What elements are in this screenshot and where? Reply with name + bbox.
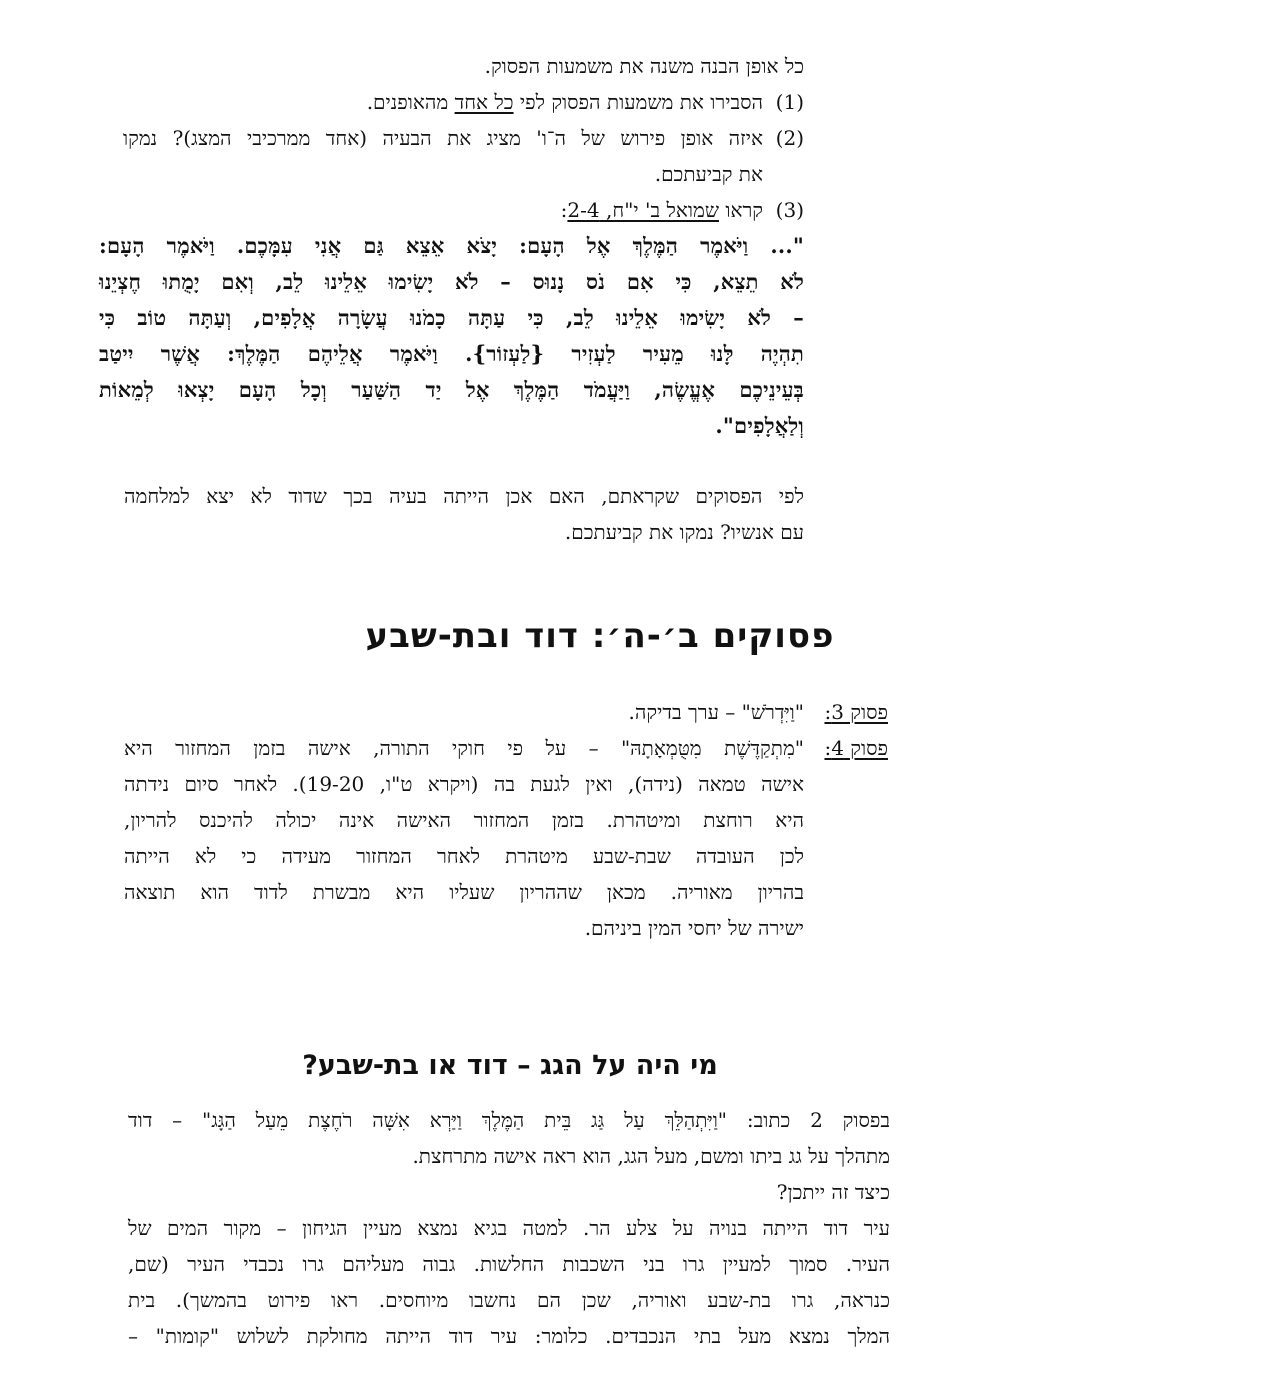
question-1-text: הסבירו את משמעות הפסוק לפי כל אחד מהאופנים. [366, 90, 763, 114]
verse-3-note: "וַיִּדְרֹשׁ" – ערך בדיקה. [628, 700, 804, 724]
body-line-1: בפסוק 2 כתוב: "וַיִּתְהַלֵּךְ עַל גַּג בֵּית הַמֶּלֶךְ וַיַּרְא אִשָּׁה רֹחֶצֶת מֵעַל הַגָּג" – דוד [128, 1108, 890, 1132]
section-heading-verses: פסוקים ב׳-ה׳: דוד ובת-שבע [365, 616, 835, 656]
quote-line-5: בְּעֵינֵיכֶם אֶעֱשֶׂה, וַיַּעֲמֹד הַמֶּלֶךְ אֶל יַד הַשַּׁעַר וְכָל הָעָם יָצְאוּ לְמֵאוֹת [99, 377, 804, 402]
section-heading-roof: מי היה על הגג – דוד או בת-שבע? [302, 1050, 718, 1081]
body-line-4: עיר דוד הייתה בנויה על צלע הר. למטה בגיא נמצא מעיין הגיחון – מקור המים של [128, 1216, 890, 1240]
question-3-text: קראו שמואל ב' י"ח, 2-4: [560, 198, 763, 222]
quote-line-1: "... וַיֹּאמֶר הַמֶּלֶךְ אֶל הָעָם: יָצֹא אֵצֵא גַּם אֲנִי עִמָּכֶם. וַיֹּאמֶר הָעָם: [99, 233, 804, 258]
question-2-line-1: איזה אופן פירוש של ה־ו' מציג את הבעיה (אחד ממרכיבי המצג)? נמקו [123, 126, 763, 150]
verse-4-line-6: ישירה של יחסי המין ביניהם. [584, 916, 804, 940]
verse-4-line-2: אישה טמאה (נידה), ואין לגעת בה (ויקרא ט"ו, 19-20). לאחר סיום נידתה [124, 772, 804, 796]
verse-4-line-3: היא רוחצת ומיטהרת. בזמן המחזור האישה אינה יכולה להיכנס להריון, [124, 808, 804, 832]
question-1-emphasis: כל אחד [454, 90, 514, 114]
verse-4-label: פסוק 4: [824, 736, 888, 760]
followup-line-2: עם אנשיו? נמקו את קביעתכם. [564, 520, 804, 544]
verse-3-label: פסוק 3: [824, 700, 888, 724]
verse-4-line-4: לכן העובדה שבת-שבע מיטהרת לאחר המחזור מעידה כי לא הייתה [124, 844, 804, 868]
question-3-number: (3) [775, 198, 804, 222]
body-line-7: המלך נמצא מעל בתי הנכבדים. כלומר: עיר דוד הייתה מחולקת לשלוש "קומות" – [128, 1324, 890, 1348]
verse-4-line-5: בהריון מאוריה. מכאן שההריון שעליו היא מבשרת לדוד הוא תוצאה [124, 880, 804, 904]
quote-line-3: – לֹא יָשִׂימוּ אֵלֵינוּ לֵב, כִּי עַתָּה כָמֹנוּ עֲשָׂרָה אֲלָפִים, וְעַתָּה טוֹב כִּי [99, 305, 804, 330]
quote-line-4: תִהְיֶה לָּנוּ מֵעִיר לַעְזִיר {לַעְזוֹר}. וַיֹּאמֶר אֲלֵיהֶם הַמֶּלֶךְ: אֲשֶׁר יִיטַב [99, 341, 804, 366]
question-2-number: (2) [775, 126, 804, 150]
question-3-reference: שמואל ב' י"ח, 2-4 [567, 198, 719, 222]
quote-line-6: וְלַאֲלָפִים". [715, 413, 804, 438]
body-line-3: כיצד זה ייתכן? [776, 1180, 890, 1204]
question-2-line-2: את קביעתכם. [654, 162, 763, 186]
verse-4-line-1: "מִתְקַדֶּשֶׁת מִטֻּמְאָתָהּ" – על פי חוקי התורה, אישה בזמן המחזור היא [124, 736, 804, 760]
quote-line-2: לֹא תֵצֵא, כִּי אִם נֹס נָנוּס – לֹא יָשִׂימוּ אֵלֵינוּ לֵב, וְאִם יָמֻתוּ חֶצְיֵנוּ [99, 269, 804, 294]
question-1-number: (1) [775, 90, 804, 114]
body-line-5: העיר. סמוך למעיין גרו בני השכבות החלשות. גבוה מעליהם גרו נכבדי העיר (שם, [128, 1252, 890, 1276]
followup-line-1: לפי הפסוקים שקראתם, האם אכן הייתה בעיה בכך שדוד לא יצא למלחמה [124, 484, 804, 508]
body-line-2: מתהלך על גג ביתו ומשם, מעל הגג, הוא ראה אישה מתרחצת. [412, 1144, 890, 1168]
body-line-6: כנראה, גרו בת-שבע ואוריה, שכן הם נחשבו מיוחסים. ראו פירוט בהמשך). בית [128, 1288, 890, 1312]
intro-line: כל אופן הבנה משנה את משמעות הפסוק. [484, 54, 804, 78]
